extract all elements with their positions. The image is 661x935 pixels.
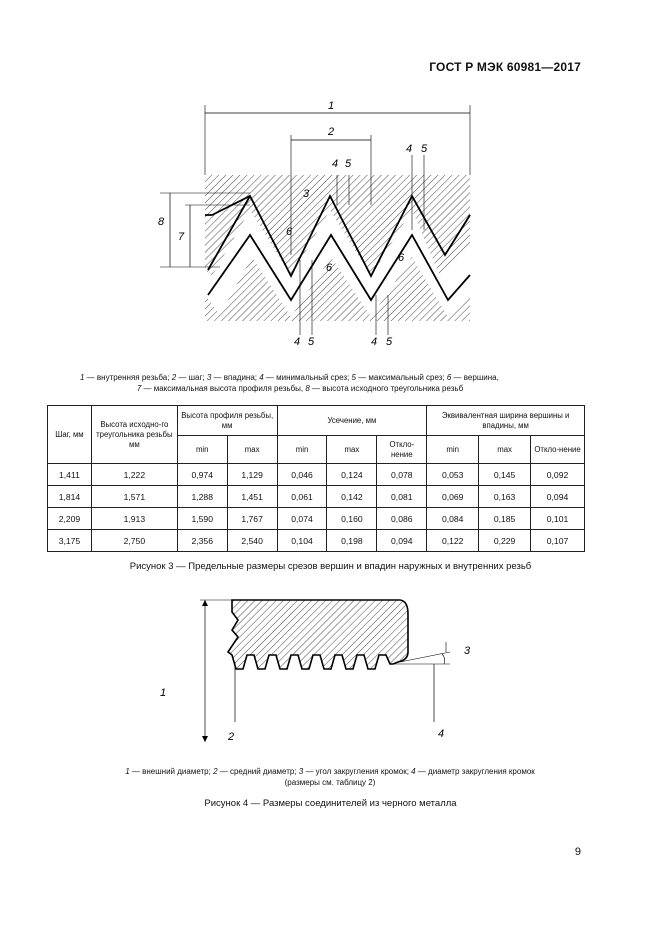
header-pitch: Шаг, мм bbox=[48, 406, 92, 464]
table-cell: 0,124 bbox=[327, 464, 377, 486]
table-cell: 0,185 bbox=[479, 508, 531, 530]
header-min: min bbox=[177, 436, 227, 464]
callout-4d: 4 bbox=[371, 336, 378, 348]
callout-3: 3 bbox=[464, 645, 471, 657]
table-cell: 0,145 bbox=[479, 464, 531, 486]
callout-6c: 6 bbox=[398, 252, 405, 264]
callout-4b: 4 bbox=[406, 143, 413, 155]
table-cell: 1,288 bbox=[177, 486, 227, 508]
table-cell: 0,086 bbox=[377, 508, 427, 530]
table-row bbox=[48, 508, 585, 530]
callout-5b: 5 bbox=[421, 143, 428, 155]
callout-5d: 5 bbox=[386, 336, 393, 348]
table-cell: 0,101 bbox=[531, 508, 585, 530]
header-truncation: Усечение, мм bbox=[277, 406, 427, 436]
table-cell: 1,129 bbox=[227, 464, 277, 486]
table-cell: 3,175 bbox=[48, 530, 92, 552]
page-number: 9 bbox=[574, 846, 581, 858]
header-profile-height: Высота профиля резьбы, мм bbox=[177, 406, 277, 436]
callout-6b: 6 bbox=[326, 262, 333, 274]
table-cell: 2,750 bbox=[91, 530, 177, 552]
callout-8: 8 bbox=[158, 216, 165, 228]
table-cell: 0,081 bbox=[377, 486, 427, 508]
internal-thread-body bbox=[205, 175, 470, 276]
table-cell: 0,046 bbox=[277, 464, 327, 486]
table-cell: 2,356 bbox=[177, 530, 227, 552]
header-max: max bbox=[327, 436, 377, 464]
header-max: max bbox=[227, 436, 277, 464]
table-cell: 1,571 bbox=[91, 486, 177, 508]
header-deviation: Откло-нение bbox=[377, 436, 427, 464]
table-cell: 0,094 bbox=[377, 530, 427, 552]
table-cell: 1,767 bbox=[227, 508, 277, 530]
header-triangle-height: Высота исходно-го треугольника резьбы мм bbox=[91, 406, 177, 464]
table-cell: 1,814 bbox=[48, 486, 92, 508]
table-cell: 0,160 bbox=[327, 508, 377, 530]
callout-6: 6 bbox=[286, 226, 293, 238]
table-cell: 1,913 bbox=[91, 508, 177, 530]
header-min: min bbox=[277, 436, 327, 464]
table-cell: 2,540 bbox=[227, 530, 277, 552]
table-cell: 0,084 bbox=[427, 508, 479, 530]
header-equiv-width: Эквивалентная ширина вершины и впадины, мм bbox=[427, 406, 585, 436]
callout-2: 2 bbox=[228, 731, 235, 743]
figure-4-legend bbox=[60, 766, 600, 788]
table-cell: 0,974 bbox=[177, 464, 227, 486]
table-cell: 0,092 bbox=[531, 464, 585, 486]
table-cell: 0,198 bbox=[327, 530, 377, 552]
callout-5: 5 bbox=[345, 158, 352, 170]
table-cell: 0,069 bbox=[427, 486, 479, 508]
table-cell: 1,451 bbox=[227, 486, 277, 508]
header-min: min bbox=[427, 436, 479, 464]
legend-line-2: (размеры см. таблицу 2) bbox=[284, 778, 376, 787]
table-cell: 1,222 bbox=[91, 464, 177, 486]
legend-line-1: 1 — внутренняя резьба; 2 — шаг; 3 — впадина; 4 — минимальный срез; 5 — максимальный срез; 6 — вершина, bbox=[80, 373, 499, 382]
callout-4: 4 bbox=[332, 158, 339, 170]
table-cell: 0,078 bbox=[377, 464, 427, 486]
standard-header: ГОСТ Р МЭК 60981—2017 bbox=[429, 60, 581, 74]
table-cell: 0,104 bbox=[277, 530, 327, 552]
table-cell: 2,209 bbox=[48, 508, 92, 530]
figure-4-caption: Рисунок 4 — Размеры соединителей из черного металла bbox=[204, 798, 457, 809]
table-row bbox=[48, 530, 585, 552]
table-cell: 1,590 bbox=[177, 508, 227, 530]
callout-4c: 4 bbox=[294, 336, 301, 348]
table-row bbox=[48, 464, 585, 486]
thread-dimensions-table bbox=[47, 405, 585, 552]
figure-3-legend bbox=[80, 372, 580, 394]
table-cell: 0,107 bbox=[531, 530, 585, 552]
figure-3-caption: Рисунок 3 — Предельные размеры срезов вершин и впадин наружных и внутренних резьб bbox=[129, 561, 532, 572]
table-cell: 0,074 bbox=[277, 508, 327, 530]
table-row bbox=[48, 486, 585, 508]
connector-body bbox=[228, 600, 408, 669]
table-cell: 0,061 bbox=[277, 486, 327, 508]
callout-3: 3 bbox=[303, 188, 310, 200]
table-cell: 0,229 bbox=[479, 530, 531, 552]
table-cell: 0,094 bbox=[531, 486, 585, 508]
figure-3-thread-diagram bbox=[150, 95, 490, 355]
legend-line-1: 1 — внешний диаметр; 2 — средний диаметр; 3 — угол закругления кромок; 4 — диаметр закругления кромок bbox=[125, 767, 535, 776]
figure-4-connector-diagram bbox=[150, 592, 490, 752]
header-deviation: Откло-нение bbox=[531, 436, 585, 464]
callout-1: 1 bbox=[328, 100, 335, 112]
table-cell: 0,122 bbox=[427, 530, 479, 552]
legend-line-2: 7 — максимальная высота профиля резьбы, 8 — высота исходного треугольника резьб bbox=[136, 384, 464, 393]
header-max: max bbox=[479, 436, 531, 464]
table-cell: 1,411 bbox=[48, 464, 92, 486]
table-cell: 0,053 bbox=[427, 464, 479, 486]
callout-5c: 5 bbox=[308, 336, 315, 348]
callout-2: 2 bbox=[328, 126, 335, 138]
table-cell: 0,142 bbox=[327, 486, 377, 508]
table-cell: 0,163 bbox=[479, 486, 531, 508]
callout-4: 4 bbox=[438, 728, 445, 740]
callout-1: 1 bbox=[160, 687, 167, 699]
callout-7: 7 bbox=[178, 231, 185, 243]
